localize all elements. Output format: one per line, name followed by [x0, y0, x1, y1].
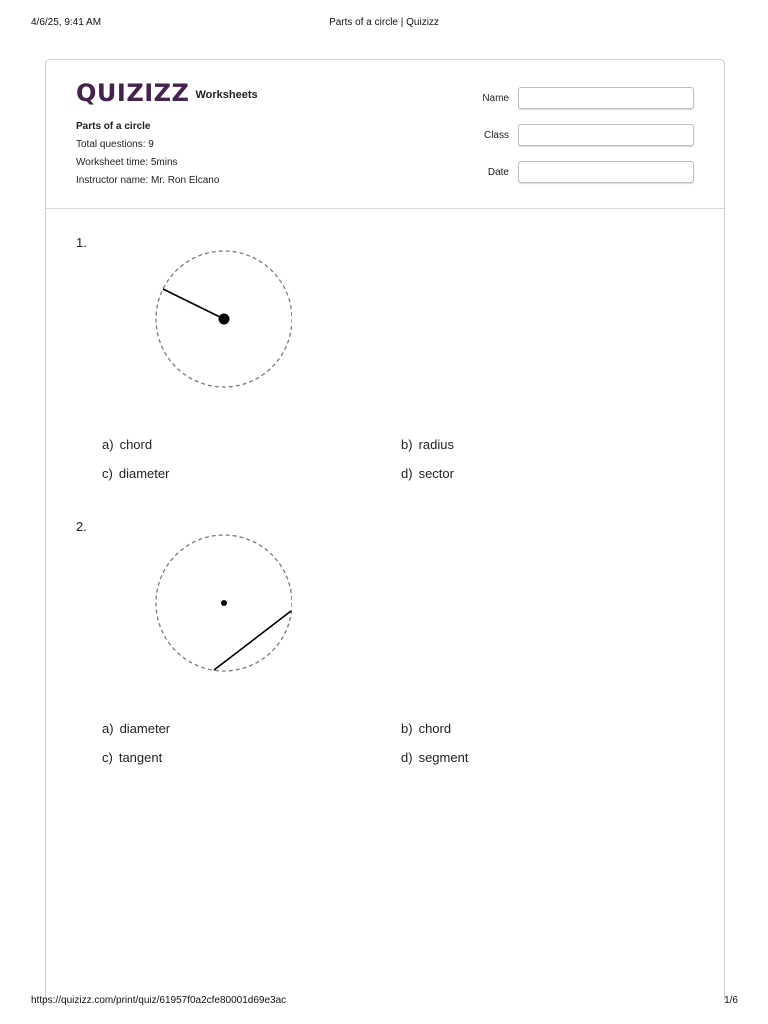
name-label: Name — [482, 92, 509, 104]
question-number: 2. — [76, 519, 87, 534]
worksheet-title: Parts of a circle — [76, 121, 151, 132]
center-point — [219, 314, 230, 325]
print-page-title: Parts of a circle | Quizizz — [329, 17, 439, 28]
worksheet-header — [46, 60, 724, 209]
option-b[interactable]: b) chord — [401, 721, 452, 736]
question-2 — [76, 519, 696, 779]
page-number: 1/6 — [724, 995, 738, 1006]
question-number: 1. — [76, 235, 87, 250]
total-questions: Total questions: 9 — [76, 139, 154, 150]
name-field-row — [482, 86, 694, 110]
circle-chord-figure — [152, 533, 292, 673]
print-datetime: 4/6/25, 9:41 AM — [31, 17, 102, 28]
option-d[interactable]: d) segment — [401, 750, 469, 765]
worksheet-card — [45, 59, 725, 1000]
option-a[interactable]: a) chord — [102, 437, 153, 452]
option-a[interactable]: a) diameter — [102, 721, 171, 736]
print-footer — [0, 995, 768, 1009]
worksheet-time: Worksheet time: 5mins — [76, 157, 178, 168]
student-fields — [482, 86, 694, 197]
print-header — [0, 17, 768, 31]
class-label: Class — [483, 129, 509, 141]
worksheet-meta — [76, 118, 219, 190]
question-1 — [76, 235, 696, 495]
logo-wordmark: QUIZIZZ — [76, 79, 190, 107]
date-field-row — [482, 160, 694, 184]
radius-line — [163, 289, 224, 319]
print-url: https://quizizz.com/print/quiz/61957f0a2cfe80001d69e3ac — [31, 995, 287, 1006]
instructor-name: Instructor name: Mr. Ron Elcano — [76, 175, 220, 186]
quizizz-logo — [76, 79, 258, 107]
option-d[interactable]: d) sector — [401, 466, 454, 481]
option-c[interactable]: c) diameter — [102, 466, 170, 481]
date-field[interactable] — [518, 161, 694, 183]
class-field-row — [482, 123, 694, 147]
class-field[interactable] — [518, 124, 694, 146]
name-field[interactable] — [518, 87, 694, 109]
logo-section-label: Worksheets — [195, 88, 258, 101]
option-c[interactable]: c) tangent — [102, 750, 163, 765]
option-b[interactable]: b) radius — [401, 437, 454, 452]
center-point — [221, 600, 227, 606]
date-label: Date — [487, 166, 509, 178]
chord-line — [214, 611, 291, 670]
circle-radius-figure — [152, 249, 292, 389]
